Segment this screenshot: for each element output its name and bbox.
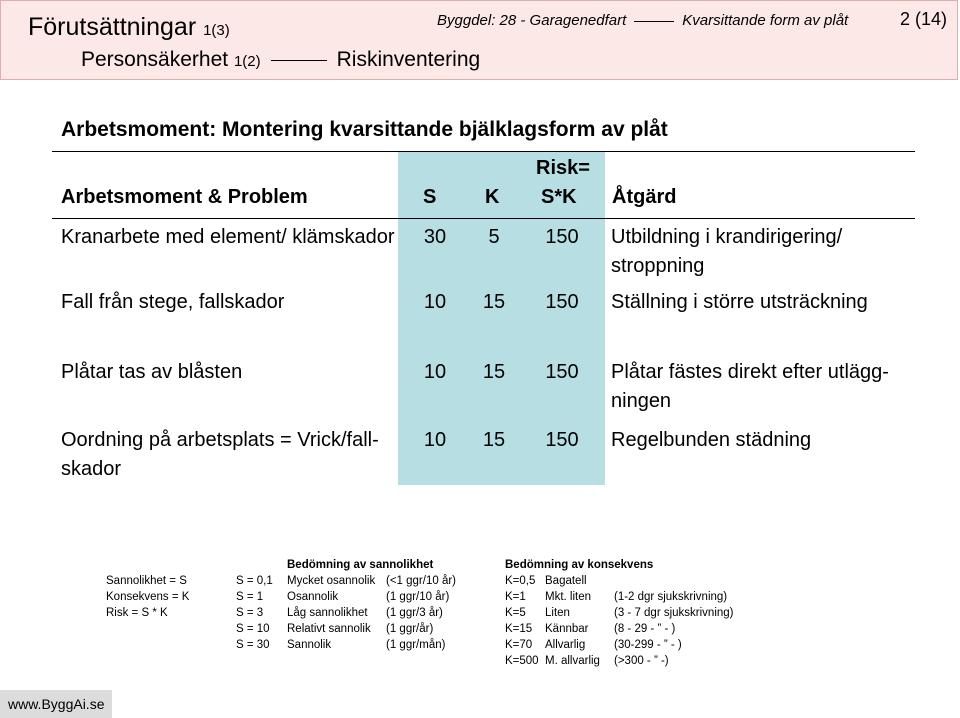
row-1-action-line1: Utbildning i krandirigering/ (611, 226, 843, 248)
prob-freq: (1 ggr/år) (386, 623, 434, 635)
cons-label: Kännbar (545, 623, 589, 635)
prob-code: S = 0,1 (236, 575, 273, 587)
row-2-risk: 150 (545, 291, 579, 313)
footer-badge (0, 690, 112, 718)
column-header-s: S (423, 186, 437, 208)
page-number: 2 (14) (899, 9, 947, 29)
subtitle-topic: Riskinventering (336, 48, 481, 71)
row-1-k: 5 (488, 226, 500, 248)
cons-note: (8 - 29 - ” - ) (614, 623, 676, 635)
cons-code: K=70 (505, 639, 533, 651)
table-header-rule (52, 218, 915, 219)
title-main-count: 1(3) (203, 22, 230, 39)
subtitle-count: 1(2) (233, 53, 261, 70)
consequence-legend-title: Bedömning av konsekvens (505, 559, 654, 571)
row-4-problem-line1: Oordning på arbetsplats = Vrick/fall- (61, 429, 379, 451)
section-heading: Arbetsmoment: Montering kvarsittande bjälklagsform av plåt (61, 118, 668, 141)
cons-note: (>300 - ” -) (614, 655, 669, 667)
cons-code: K=15 (505, 623, 533, 635)
row-4-k: 15 (482, 429, 506, 451)
prob-freq: (1 ggr/10 år) (386, 591, 450, 603)
cons-label: Mkt. liten (545, 591, 592, 603)
row-3-risk: 150 (545, 361, 579, 383)
row-4-action: Regelbunden städning (611, 429, 812, 451)
row-2-action: Ställning i större utsträckning (611, 291, 868, 313)
definition-s: Sannolikhet = S (106, 575, 187, 587)
cons-note: (30-299 - ” - ) (614, 639, 682, 651)
row-1-s: 30 (423, 226, 447, 248)
cons-code: K=0,5 (505, 575, 536, 587)
cons-code: K=5 (505, 607, 526, 619)
row-3-action-line1: Plåtar fästes direkt efter utlägg- (611, 361, 889, 383)
column-header-action: Åtgärd (612, 186, 677, 208)
title-main: Förutsättningar (28, 13, 197, 41)
row-3-k: 15 (482, 361, 506, 383)
prob-code: S = 3 (236, 607, 264, 619)
row-3-action-line2: ningen (611, 390, 672, 412)
row-4-problem-line2: skador (61, 458, 122, 480)
cons-code: K=500 (505, 655, 539, 667)
cons-label: Bagatell (545, 575, 587, 587)
prob-label: Mycket osannolik (287, 575, 376, 587)
prob-code: S = 1 (236, 591, 264, 603)
prob-code: S = 10 (236, 623, 270, 635)
prob-code: S = 30 (236, 639, 270, 651)
cons-label: Liten (545, 607, 570, 619)
prob-label: Relativt sannolik (287, 623, 371, 635)
definition-risk: Risk = S * K (106, 607, 168, 619)
subtitle-main: Personsäkerhet (81, 48, 229, 71)
prob-freq: (1 ggr/3 år) (386, 607, 443, 619)
cons-note: (3 - 7 dgr sjukskrivning) (614, 607, 734, 619)
row-1-risk: 150 (545, 226, 579, 248)
row-3-problem: Plåtar tas av blåsten (61, 361, 243, 383)
probability-legend-title: Bedömning av sannolikhet (287, 559, 434, 571)
cons-code: K=1 (505, 591, 526, 603)
column-header-risk-line1: Risk= (536, 157, 590, 179)
prob-freq: (<1 ggr/10 år) (386, 575, 456, 587)
cons-note: (1-2 dgr sjukskrivning) (614, 591, 728, 603)
row-2-problem: Fall från stege, fallskador (61, 291, 285, 313)
cons-label: Allvarlig (545, 639, 586, 651)
row-4-risk: 150 (545, 429, 579, 451)
prob-label: Sannolik (287, 639, 332, 651)
cons-label: M. allvarlig (545, 655, 600, 667)
row-1-problem: Kranarbete med element/ klämskador (61, 226, 395, 248)
method-label: Kvarsittande form av plåt (682, 12, 849, 29)
prob-freq: (1 ggr/mån) (386, 639, 446, 651)
column-header-problem: Arbetsmoment & Problem (61, 186, 308, 208)
footer-website[interactable]: www.ByggAi.se (8, 696, 105, 712)
column-header-k: K (485, 186, 500, 208)
prob-label: Osannolik (287, 591, 339, 603)
row-2-k: 15 (482, 291, 506, 313)
row-1-action-line2: stroppning (611, 255, 705, 277)
byggdel-label: Byggdel: 28 - Garagenedfart (437, 12, 627, 29)
row-2-s: 10 (423, 291, 447, 313)
prob-label: Låg sannolikhet (287, 607, 368, 619)
definition-k: Konsekvens = K (106, 591, 190, 603)
column-header-risk-line2: S*K (541, 186, 577, 208)
row-3-s: 10 (423, 361, 447, 383)
row-4-s: 10 (423, 429, 447, 451)
